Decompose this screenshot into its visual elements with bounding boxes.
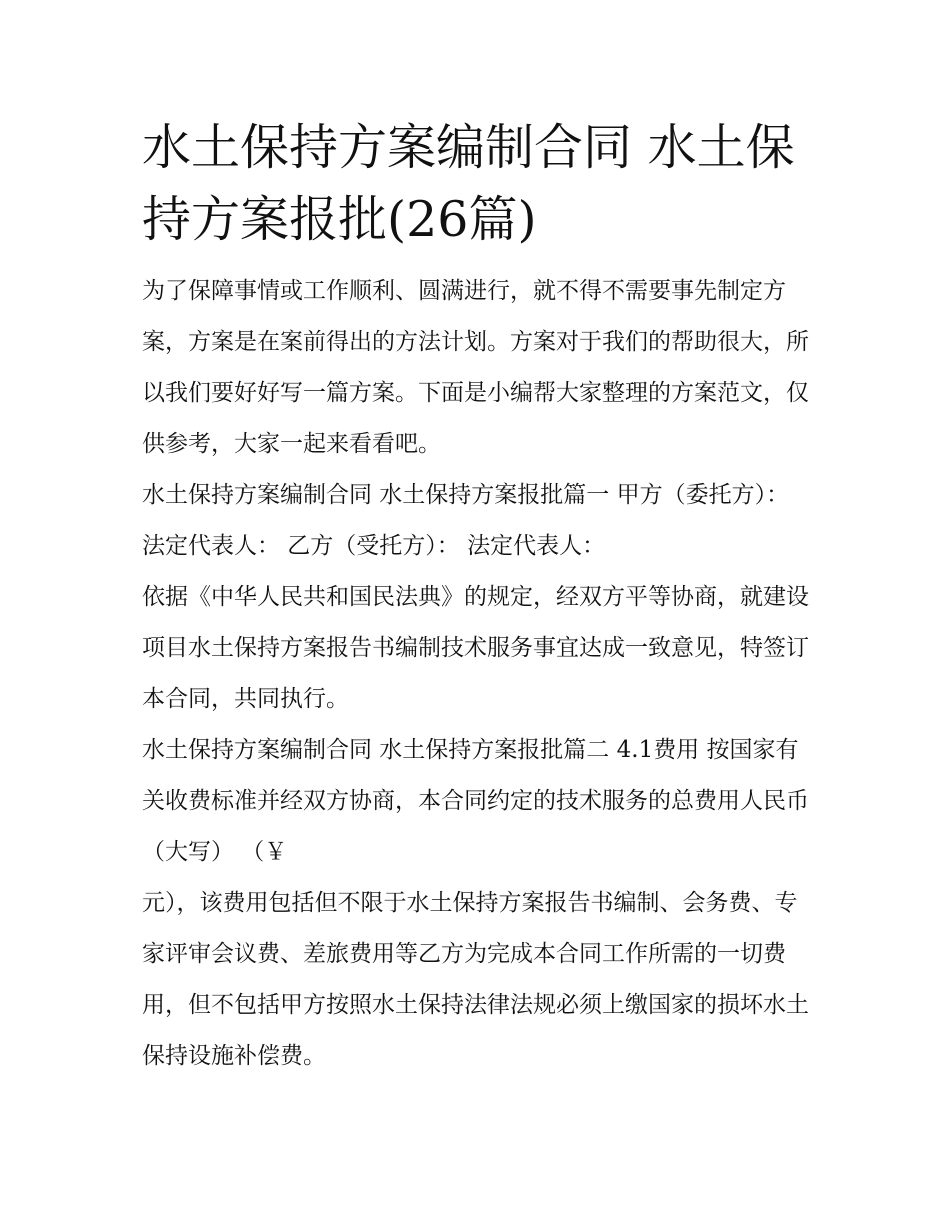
paragraph-legal-basis: 依据《中华人民共和国民法典》的规定，经双方平等协商，就建设项目水土保持方案报告书编制技术服务事宜达成一致意见，特签订本合同，共同执行。 [142,584,809,712]
document-page [142,112,814,1082]
paragraph-part-one: 水土保持方案编制合同 水土保持方案报批篇一 甲方（委托方）： 法定代表人： 乙方（受托方）： 法定代表人： [142,482,790,559]
document-title: 水土保持方案编制合同 水土保持方案报批(26篇) [142,119,795,248]
paragraph-part-two: 水土保持方案编制合同 水土保持方案报批篇二 4.1费用 按国家有关收费标准并经双方协商，本合同约定的技术服务的总费用人民币（大写） （￥ [142,737,809,865]
paragraph-fee-details: 元），该费用包括但不限于水土保持方案报告书编制、会务费、专家评审会议费、差旅费用等乙方为完成本合同工作所需的一切费用，但不包括甲方按照水土保持法律法规必须上缴国家的损坏水土保持设施补偿费。 [142,890,809,1069]
paragraph-intro: 为了保障事情或工作顺利、圆满进行，就不得不需要事先制定方案，方案是在案前得出的方法计划。方案对于我们的帮助很大，所以我们要好好写一篇方案。下面是小编帮大家整理的方案范文，仅供参考，大家一起来看看吧。 [142,278,809,457]
